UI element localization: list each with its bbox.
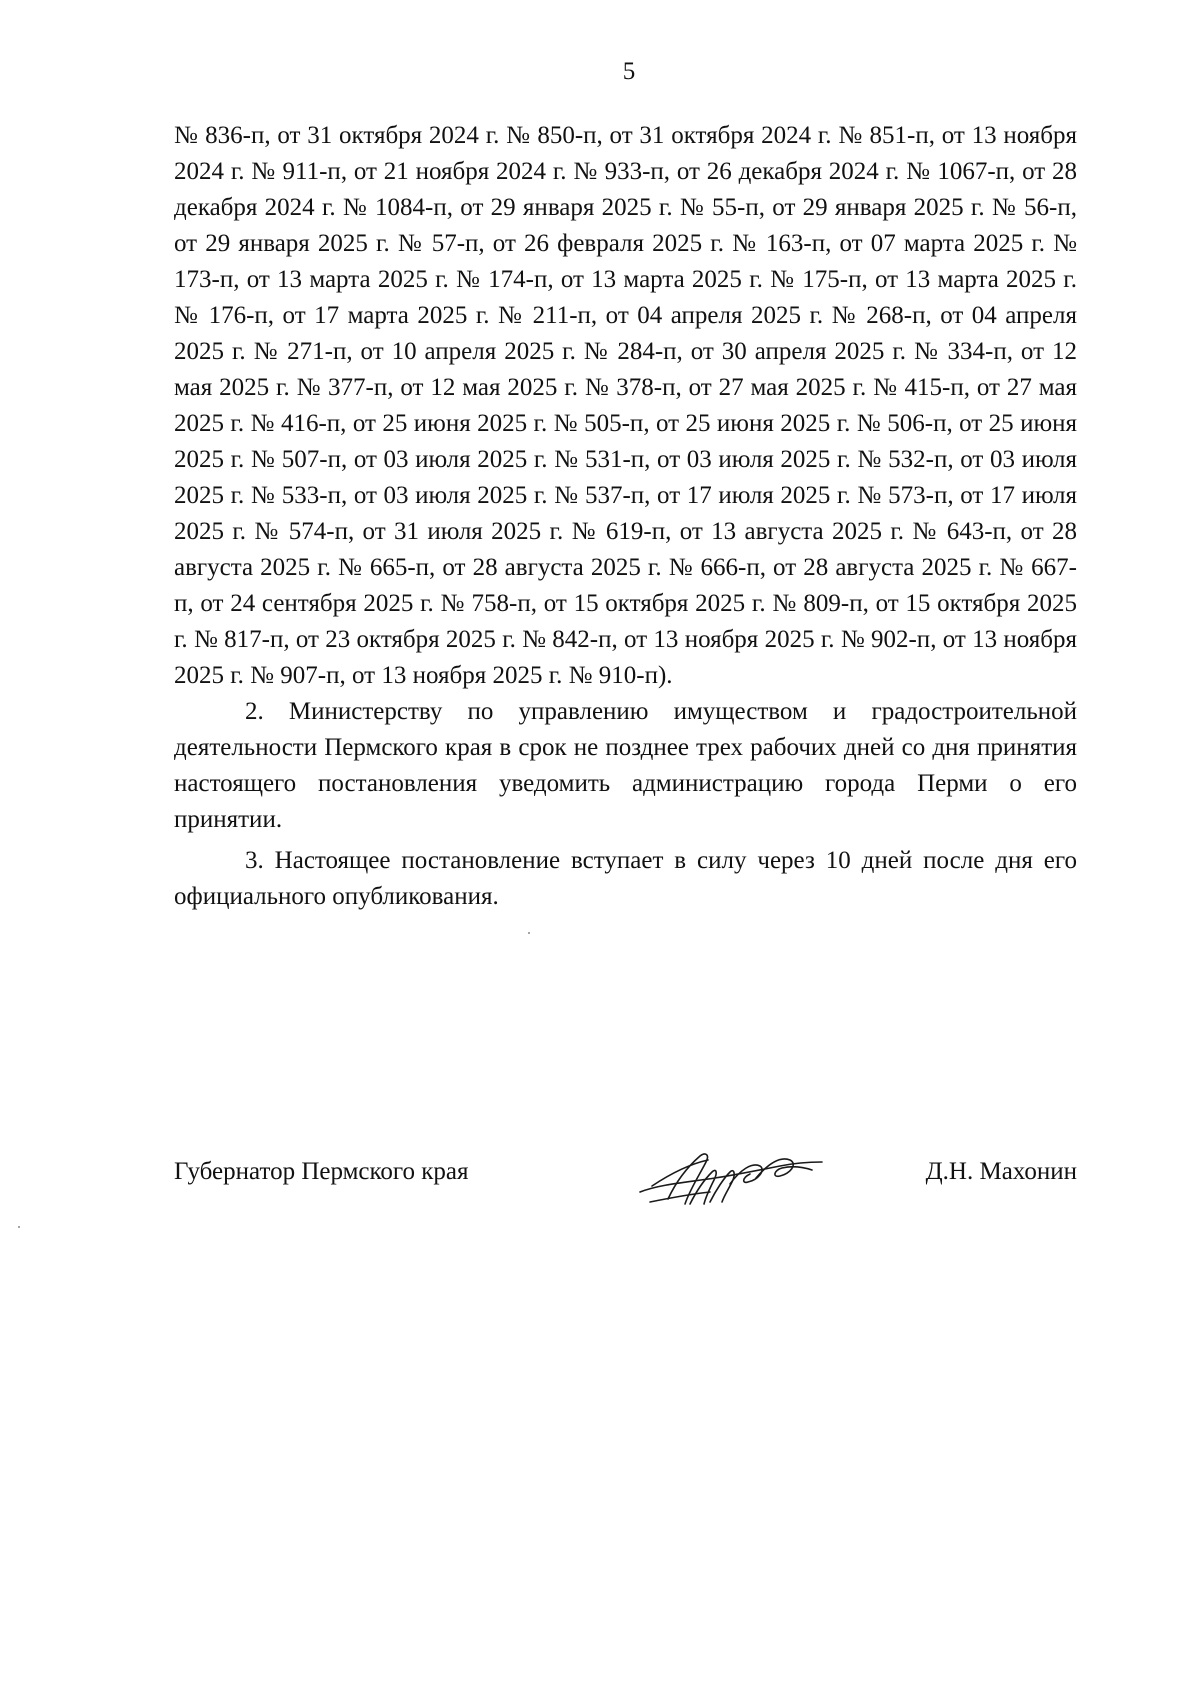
signature-block [174,1152,1077,1232]
handwritten-signature-image [630,1144,830,1214]
signer-title: Губернатор Пермского края [174,1158,469,1185]
paragraph-3: 3. Настоящее постановление вступает в силу через 10 дней после дня его официального опубликования. [174,847,1077,910]
scan-speck [18,1226,20,1228]
continued-list-paragraph: № 836-п, от 31 октября 2024 г. № 850-п, от 31 октября 2024 г. № 851-п, от 13 ноября 2024 г. № 911-п, от 21 ноября 2024 г. № 933-п, от 26 декабря 2024 г. № 1067-п, от 28 декабря 2024 г. № 1084-п, от 29 января 2025 г. № 55-п, от 29 января 2025 г. № 56-п, от 29 января 2025 г. № 57-п, от 26 февраля 2025 г. № 163-п, от 07 марта 2025 г. № 173-п, от 13 марта 2025 г. № 174-п, от 13 марта 2025 г. № 175-п, от 13 марта 2025 г. № 176-п, от 17 марта 2025 г. № 211-п, от 04 апреля 2025 г. № 268-п, от 04 апреля 2025 г. № 271-п, от 10 апреля 2025 г. № 284-п, от 30 апреля 2025 г. № 334-п, от 12 мая 2025 г. № 377-п, от 12 мая 2025 г. № 378-п, от 27 мая 2025 г. № 415-п, от 27 мая 2025 г. № 416-п, от 25 июня 2025 г. № 505-п, от 25 июня 2025 г. № 506-п, от 25 июня 2025 г. № 507-п, от 03 июля 2025 г. № 531-п, от 03 июля 2025 г. № 532-п, от 03 июля 2025 г. № 533-п, от 03 июля 2025 г. № 537-п, от 17 июля 2025 г. № 573-п, от 17 июля 2025 г. № 574-п, от 31 июля 2025 г. № 619-п, от 13 августа 2025 г. № 643-п, от 28 августа 2025 г. № 665-п, от 28 августа 2025 г. № 666-п, от 28 августа 2025 г. № 667-п, от 24 сентября 2025 г. № 758-п, от 15 октября 2025 г. № 809-п, от 15 октября 2025 г. № 817-п, от 23 октября 2025 г. № 842-п, от 13 ноября 2025 г. № 902-п, от 13 ноября 2025 г. № 907-п, от 13 ноября 2025 г. № 910-п). [174,122,1077,689]
paragraph-2: 2. Министерству по управлению имуществом и градостроительной деятельности Пермского края в срок не позднее трех рабочих дней со дня принятия настоящего постановления уведомить администрацию города Перми о его принятии. [174,698,1077,833]
signer-name: Д.Н. Махонин [925,1158,1077,1185]
page-number: 5 [622,58,636,85]
scan-speck [528,932,530,934]
document-body [174,118,1077,915]
